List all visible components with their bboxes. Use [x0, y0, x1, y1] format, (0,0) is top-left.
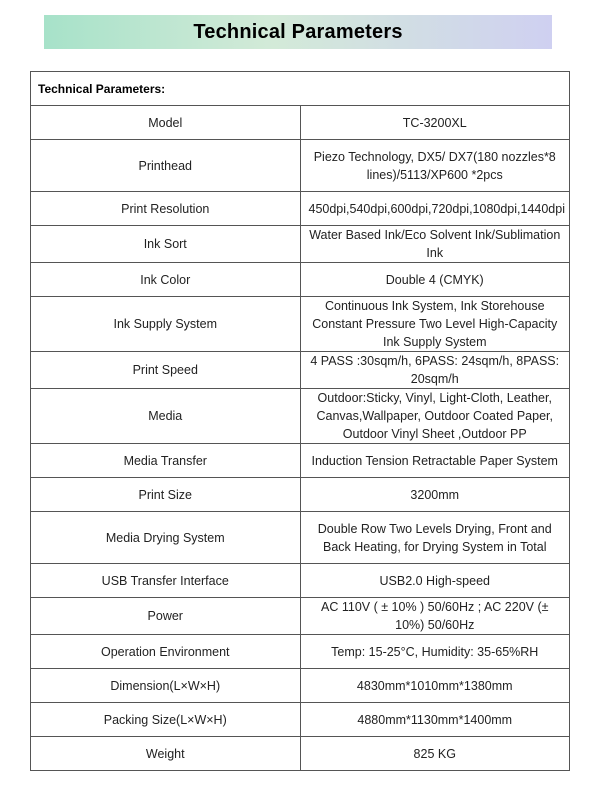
technical-parameters-table [30, 71, 570, 771]
parameter-value: 4 PASS :30sqm/h, 6PASS: 24sqm/h, 8PASS: 20sqm/h [300, 352, 570, 389]
table-row [31, 444, 570, 478]
parameter-value: Temp: 15-25°C, Humidity: 35-65%RH [300, 635, 570, 669]
table-row [31, 635, 570, 669]
parameter-value: Double 4 (CMYK) [300, 263, 570, 297]
table-header-row [31, 72, 570, 106]
parameter-value: Water Based Ink/Eco Solvent Ink/Sublimation Ink [300, 226, 570, 263]
parameter-label: Dimension(L×W×H) [31, 669, 301, 703]
parameter-label: Ink Supply System [31, 297, 301, 352]
table-row [31, 598, 570, 635]
page-title: Technical Parameters [193, 20, 403, 43]
parameter-label: Ink Sort [31, 226, 301, 263]
parameter-value: Outdoor:Sticky, Vinyl, Light-Cloth, Leather, Canvas,Wallpaper, Outdoor Coated Paper, Outdoor Vinyl Sheet ,Outdoor PP [300, 389, 570, 444]
parameter-value: Induction Tension Retractable Paper System [300, 444, 570, 478]
table-row [31, 297, 570, 352]
parameter-label: Media Drying System [31, 512, 301, 564]
table-header: Technical Parameters: [31, 72, 570, 106]
parameter-label: Ink Color [31, 263, 301, 297]
parameter-value: TC-3200XL [300, 106, 570, 140]
parameter-label: Packing Size(L×W×H) [31, 703, 301, 737]
table-row [31, 140, 570, 192]
parameter-label: Model [31, 106, 301, 140]
parameter-value: Double Row Two Levels Drying, Front and Back Heating, for Drying System in Total [300, 512, 570, 564]
table-row [31, 106, 570, 140]
parameter-value: 450dpi,540dpi,600dpi,720dpi,1080dpi,1440dpi [300, 192, 570, 226]
parameter-label: Media Transfer [31, 444, 301, 478]
parameter-label: Power [31, 598, 301, 635]
parameter-value: Piezo Technology, DX5/ DX7(180 nozzles*8 lines)/5113/XP600 *2pcs [300, 140, 570, 192]
parameter-value: Continuous Ink System, Ink Storehouse Constant Pressure Two Level High-Capacity Ink Supply System [300, 297, 570, 352]
parameter-value: 825 KG [300, 737, 570, 771]
parameter-label: Operation Environment [31, 635, 301, 669]
parameter-value: 4830mm*1010mm*1380mm [300, 669, 570, 703]
table-row [31, 737, 570, 771]
parameter-label: Media [31, 389, 301, 444]
parameter-label: Print Resolution [31, 192, 301, 226]
parameter-label: Weight [31, 737, 301, 771]
table-row [31, 512, 570, 564]
table-row [31, 703, 570, 737]
parameter-value: AC 110V ( ± 10% ) 50/60Hz ; AC 220V (± 10%) 50/60Hz [300, 598, 570, 635]
parameter-label: Printhead [31, 140, 301, 192]
table-row [31, 263, 570, 297]
parameter-value: USB2.0 High-speed [300, 564, 570, 598]
parameter-value: 4880mm*1130mm*1400mm [300, 703, 570, 737]
table-row [31, 352, 570, 389]
parameter-label: USB Transfer Interface [31, 564, 301, 598]
table-row [31, 226, 570, 263]
table-row [31, 192, 570, 226]
parameter-label: Print Size [31, 478, 301, 512]
title-banner [44, 15, 552, 49]
table-row [31, 669, 570, 703]
parameter-value: 3200mm [300, 478, 570, 512]
table-row [31, 389, 570, 444]
table-row [31, 478, 570, 512]
table-row [31, 564, 570, 598]
parameter-label: Print Speed [31, 352, 301, 389]
